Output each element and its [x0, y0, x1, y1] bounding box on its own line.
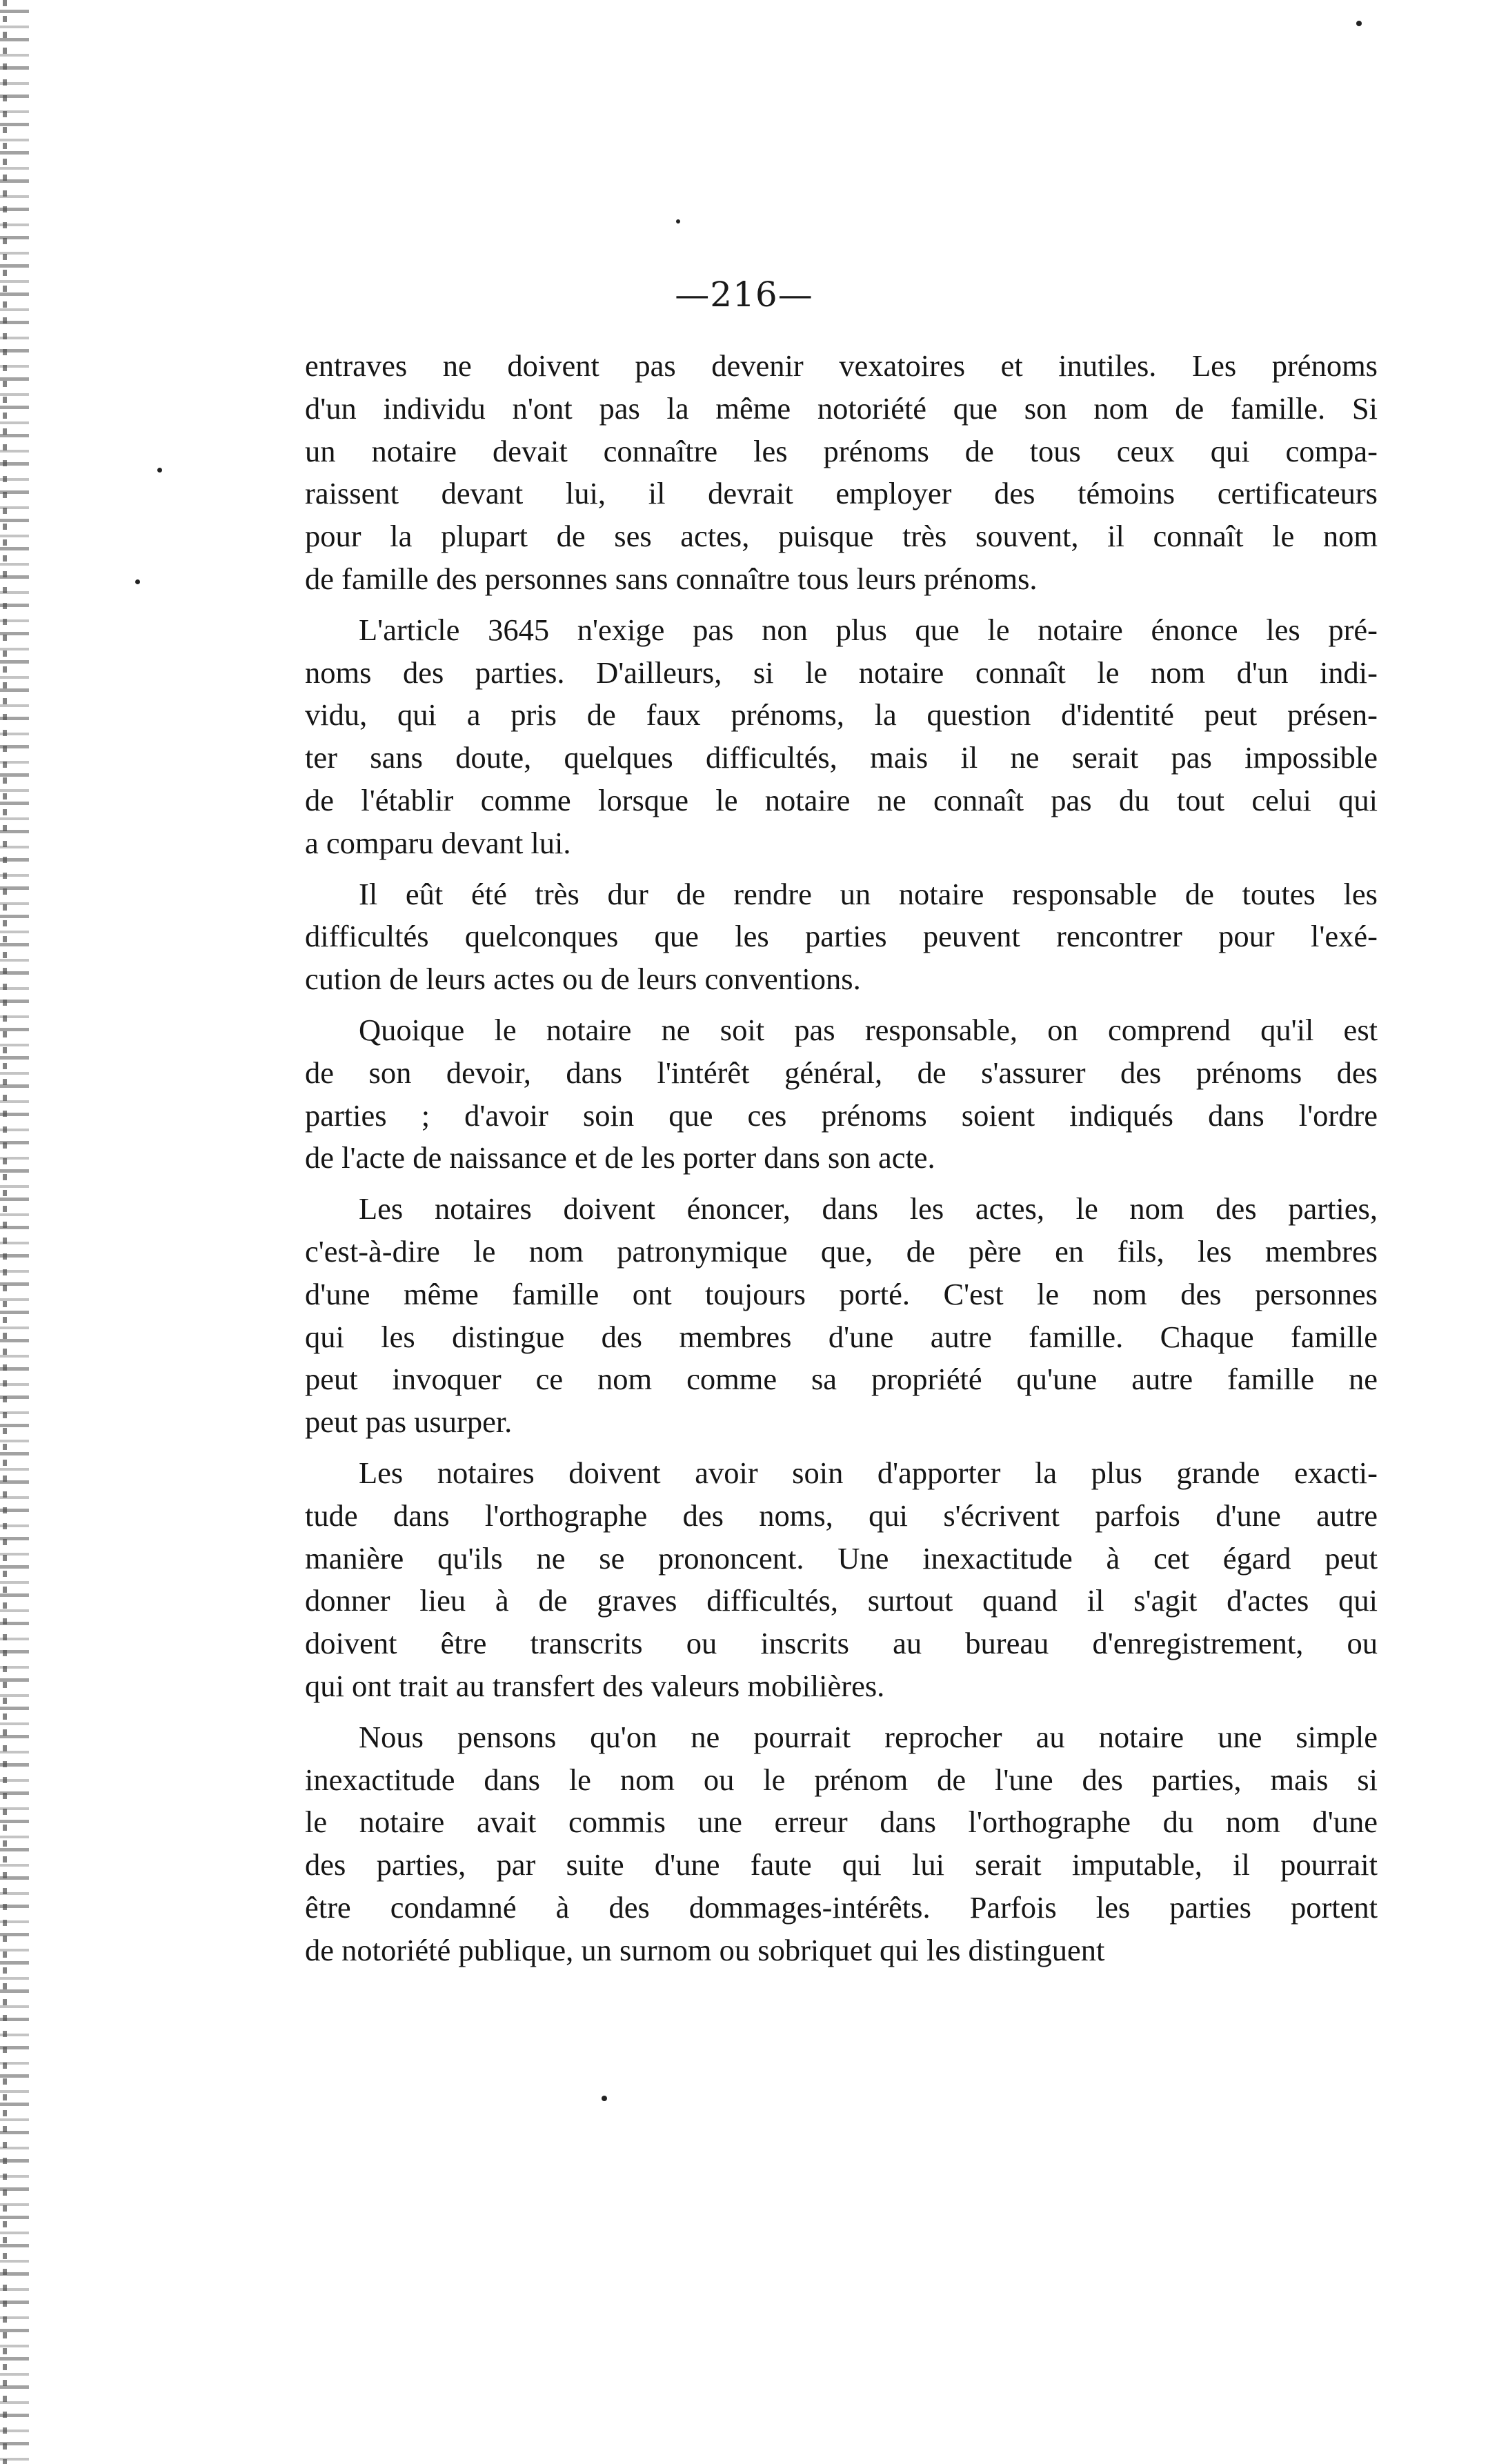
speck-mark: [157, 468, 162, 473]
text-line: un notaire devait connaître les prénoms de tous ceux qui compa-: [305, 433, 1378, 468]
text-line: Les notaires doivent énoncer, dans les actes, le nom des parties,: [359, 1191, 1378, 1226]
paragraph: [305, 1716, 1378, 1972]
text-line: manière qu'ils ne se prononcent. Une inexactitude à cet égard peut: [305, 1540, 1378, 1576]
text-line: de son devoir, dans l'intérêt général, de s'assurer des prénoms des: [305, 1055, 1378, 1090]
paragraph: [305, 1009, 1378, 1180]
text-line: donner lieu à de graves difficultés, surtout quand il s'agit d'actes qui: [305, 1583, 1378, 1618]
text-line: de famille des personnes sans connaître tous leurs prénoms.: [305, 561, 1038, 596]
text-line: d'une même famille ont toujours porté. C'est le nom des personnes: [305, 1276, 1378, 1311]
text-line: inexactitude dans le nom ou le prénom de l'une des parties, mais si: [305, 1762, 1378, 1797]
text-line: raissent devant lui, il devrait employer des témoins certificateurs: [305, 476, 1378, 511]
text-line: noms des parties. D'ailleurs, si le notaire connaît le nom d'un indi-: [305, 655, 1378, 690]
paragraph: [305, 1188, 1378, 1444]
speck-mark: [602, 2096, 607, 2101]
text-line: tude dans l'orthographe des noms, qui s'écrivent parfois d'une autre: [305, 1498, 1378, 1533]
text-line: a comparu devant lui.: [305, 825, 571, 860]
speck-mark: [676, 219, 680, 223]
text-line: c'est-à-dire le nom patronymique que, de père en fils, les membres: [305, 1233, 1378, 1269]
speck-mark: [135, 579, 140, 584]
paragraph: [305, 1452, 1378, 1708]
text-line: d'un individu n'ont pas la même notoriété que son nom de famille. Si: [305, 390, 1378, 426]
text-line: de l'acte de naissance et de les porter dans son acte.: [305, 1140, 935, 1175]
text-line: peut invoquer ce nom comme sa propriété qu'une autre famille ne: [305, 1362, 1378, 1397]
text-line: Les notaires doivent avoir soin d'apporter la plus grande exacti-: [359, 1455, 1378, 1490]
text-line: des parties, par suite d'une faute qui lui serait imputable, il pourrait: [305, 1847, 1378, 1882]
text-line: entraves ne doivent pas devenir vexatoires et inutiles. Les prénoms: [305, 348, 1378, 383]
text-line: Nous pensons qu'on ne pourrait reprocher au notaire une simple: [359, 1719, 1378, 1754]
text-line: de notoriété publique, un surnom ou sobriquet qui les distinguent: [305, 1932, 1105, 1967]
text-line: le notaire avait commis une erreur dans l'orthographe du nom d'une: [305, 1805, 1378, 1840]
page-number: —216—: [675, 275, 813, 315]
text-line: de l'établir comme lorsque le notaire ne connaît pas du tout celui qui: [305, 782, 1378, 817]
speck-mark: [1356, 21, 1362, 26]
paragraph: [305, 609, 1378, 865]
text-line: parties ; d'avoir soin que ces prénoms soient indiqués dans l'ordre: [305, 1097, 1378, 1133]
text-line: doivent être transcrits ou inscrits au bureau d'enregistrement, ou: [305, 1626, 1378, 1661]
text-line: L'article 3645 n'exige pas non plus que le notaire énonce les pré-: [359, 612, 1378, 647]
body-text: [305, 345, 1378, 1980]
paragraph: [305, 873, 1378, 1001]
text-line: cution de leurs actes ou de leurs conventions.: [305, 962, 861, 997]
paragraph: [305, 345, 1378, 601]
text-line: Il eût été très dur de rendre un notaire responsable de toutes les: [359, 876, 1378, 911]
text-line: qui ont trait au transfert des valeurs mobilières.: [305, 1668, 885, 1703]
text-line: qui les distingue des membres d'une autre famille. Chaque famille: [305, 1319, 1378, 1354]
text-line: pour la plupart de ses actes, puisque très souvent, il connaît le nom: [305, 519, 1378, 554]
text-line: ter sans doute, quelques difficultés, mais il ne serait pas impossible: [305, 740, 1378, 775]
text-line: être condamné à des dommages-intérêts. Parfois les parties portent: [305, 1889, 1378, 1925]
text-line: peut pas usurper.: [305, 1404, 513, 1440]
text-line: difficultés quelconques que les parties peuvent rencontrer pour l'exé-: [305, 919, 1378, 954]
binding-edge-shadow: [0, 0, 29, 2464]
text-line: vidu, qui a pris de faux prénoms, la question d'identité peut présen-: [305, 697, 1378, 733]
text-line: Quoique le notaire ne soit pas responsable, on comprend qu'il est: [359, 1012, 1378, 1047]
